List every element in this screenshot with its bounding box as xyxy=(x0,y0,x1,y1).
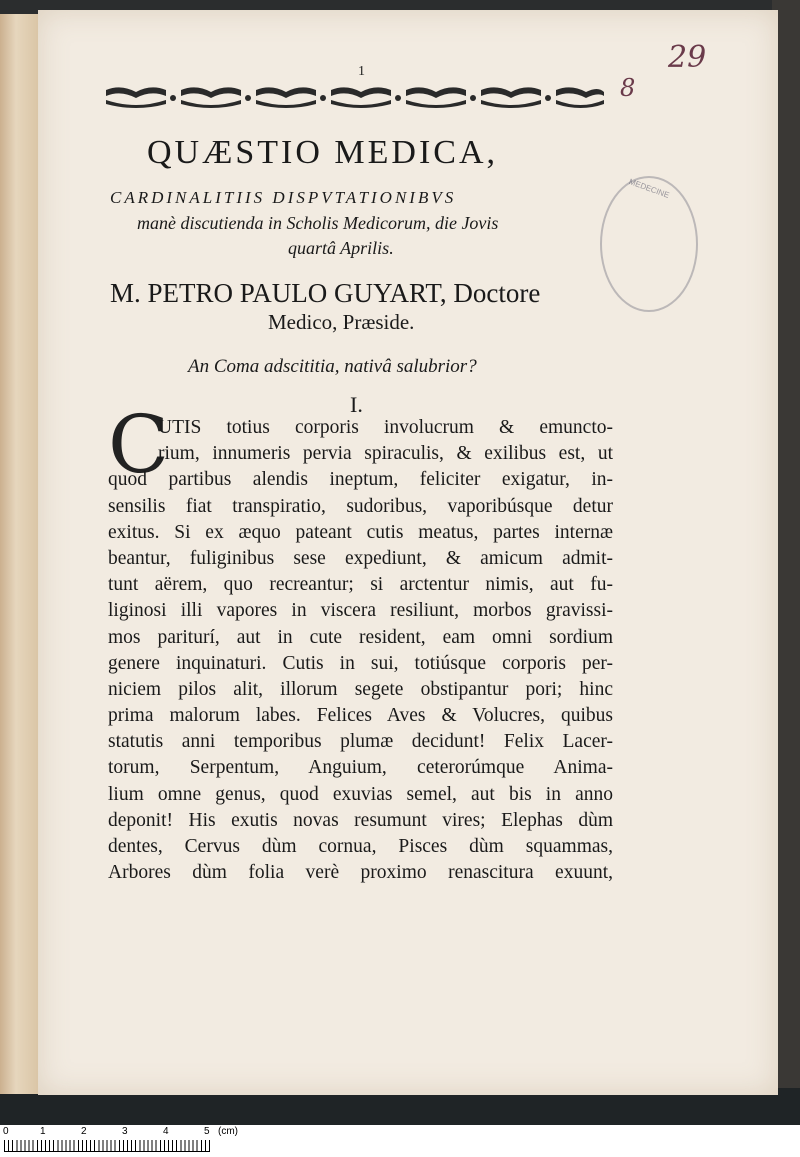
subtitle-line-2: manè discutienda in Scholis Medicorum, die Jovis xyxy=(137,213,499,233)
praeses-line-1: M. PETRO PAULO GUYART, Doctore xyxy=(110,278,541,308)
body-line: statutis anni temporibus plumæ decidunt! Felix Lacer- xyxy=(108,731,613,753)
ruler-label: 1 xyxy=(40,1126,46,1137)
body-line: deponit! His exutis novas resumunt vires; Elephas dùm xyxy=(108,809,613,831)
thesis-question: An Coma adscititia, nativâ salubrior? xyxy=(188,356,477,377)
body-line: beantur, fuliginibus sese expediunt, & amicum admit- xyxy=(108,547,613,569)
stamp-text: MEDECINE xyxy=(627,177,671,200)
page-title: QUÆSTIO MEDICA, xyxy=(147,134,498,171)
body-line: quod partibus alendis ineptum, feliciter exigatur, in- xyxy=(108,469,613,491)
body-text xyxy=(108,415,613,886)
drop-capital: C xyxy=(108,398,170,491)
ruler-label: 4 xyxy=(163,1126,169,1137)
body-line: dentes, Cervus dùm cornua, Pisces dùm squammas, xyxy=(108,836,613,857)
ruler-unit: (cm) xyxy=(218,1126,238,1137)
body-line: UTIS totius corporis involucrum & emuncto- xyxy=(158,417,613,438)
handwritten-folio-number: 29 xyxy=(668,40,707,75)
body-line: prima malorum labes. Felices Aves & Volucres, quibus xyxy=(108,705,613,727)
ruler-ticks xyxy=(4,1140,210,1152)
body-line: exitus. Si ex æquo pateant cutis meatus, partes internæ xyxy=(108,521,613,543)
subtitle-line-3: quartâ Aprilis. xyxy=(288,238,394,258)
body-line: torum, Serpentum, Anguium, ceterorúmque Anima- xyxy=(108,757,613,779)
ruler-label: 3 xyxy=(122,1126,128,1137)
body-line: liginosi illi vapores in viscera resiliunt, morbos gravissi- xyxy=(108,600,613,622)
body-line: rium, innumeris pervia spiraculis, & exilibus est, ut xyxy=(158,443,613,465)
ruler-label: 5 xyxy=(204,1126,210,1137)
ruler-label: 0 xyxy=(3,1126,9,1137)
subtitle-line-1: CARDINALITIIS DISPVTATIONIBVS xyxy=(110,188,457,207)
body-line: tunt aërem, quo recreantur; si arctentur nimis, aut fu- xyxy=(108,574,613,596)
body-line: niciem pilos alit, illorum segete obstipantur pori; hinc xyxy=(108,678,613,700)
handwritten-mark: 8 xyxy=(620,74,636,102)
book-spine xyxy=(0,14,41,1094)
section-number: I. xyxy=(350,392,363,417)
ornament-band xyxy=(106,84,606,112)
body-line: mos pariturí, aut in cute resident, eam omni sordium xyxy=(108,626,613,648)
body-line: sensilis fiat transpiratio, sudoribus, vaporibúsque detur xyxy=(108,495,613,517)
ruler-label: 2 xyxy=(81,1126,87,1137)
body-line: lium omne genus, quod exuvias semel, aut bis in anno xyxy=(108,783,613,805)
page-number: 1 xyxy=(358,64,365,79)
library-stamp xyxy=(600,176,698,312)
praeses-line-2: Medico, Præside. xyxy=(268,310,415,334)
body-line: Arbores dùm folia verè proximo renascitura exuunt, xyxy=(108,862,613,884)
body-line: genere inquinaturi. Cutis in sui, totiúsque corporis per- xyxy=(108,652,613,674)
